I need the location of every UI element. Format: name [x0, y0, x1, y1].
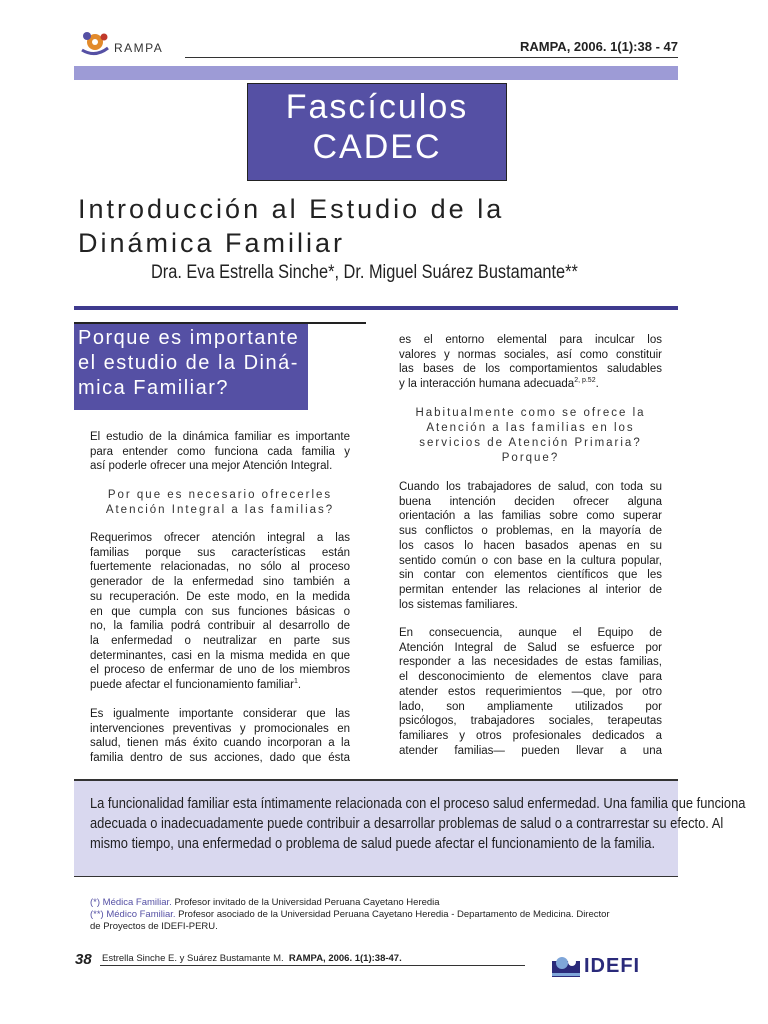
- right-subheading: [399, 406, 662, 466]
- footnote-ref: 2, p.52: [574, 377, 596, 385]
- text-line: es el entorno elemental para inculcar los: [399, 334, 662, 346]
- footer-journal: RAMPA, 2006. 1(1):38-47.: [288, 953, 402, 964]
- subheading-line: Porque?: [501, 452, 560, 464]
- callout-line: mismo tiempo, una enfermedad o problema de salud puede afectar el funcionamiento de la familia.: [90, 835, 656, 852]
- text-line: el proceso de enfermar de uno de los miembros: [90, 664, 350, 677]
- title-rule: [74, 306, 678, 310]
- text-line: Cuando los trabajadores de salud, con toda su: [399, 481, 662, 493]
- text-line: el desconocimiento de elementos clave para: [399, 671, 662, 684]
- article-title-line2: Dinámica Familiar: [78, 228, 346, 258]
- text-line: atender estos requerimientos —que, por otro: [399, 685, 662, 698]
- text-line: psicólogos, trabajadores sociales, terapeutas: [399, 715, 662, 728]
- rampa-logo-icon: [78, 28, 114, 62]
- text-line: permitan entender las relaciones al interior de: [399, 583, 662, 596]
- right-paragraph-1: [399, 333, 662, 392]
- left-subheading: [90, 488, 350, 518]
- header-citation: RAMPA, 2006. 1(1):38 - 47: [520, 39, 678, 54]
- text-line: lado, son ampliamente utilizados por: [399, 700, 662, 713]
- page-number: 38: [75, 951, 92, 968]
- section-heading-line: mica Familiar?: [78, 377, 230, 399]
- section-heading-line: Porque es importante: [78, 327, 300, 349]
- footnote-text: Profesor invitado de la Universidad Peruana Cayetano Heredia: [171, 897, 440, 908]
- text-line: para entender como funciona cada familia y: [90, 445, 350, 458]
- article-title: [78, 192, 698, 260]
- left-paragraph-1: [90, 430, 350, 474]
- text-line: determinantes, casi en la misma medida en que: [90, 649, 350, 662]
- subheading-line: Atención Integral a las familias?: [105, 504, 335, 516]
- footer-authors: Estrella Sinche E. y Suárez Bustamante M.: [102, 953, 284, 964]
- right-paragraph-2: [399, 480, 662, 612]
- text-line: los sistemas familiares.: [399, 598, 518, 611]
- text-line: Atención Integral de Salud se esfuerce por: [399, 641, 662, 654]
- idefi-logo: [550, 953, 646, 981]
- rampa-logo-text: RAMPA: [114, 41, 164, 55]
- series-banner-line1: Fascículos: [285, 88, 469, 126]
- article-authors: Dra. Eva Estrella Sinche*, Dr. Miguel Suárez Bustamante**: [151, 262, 578, 283]
- footnote-role: (**) Médico Familiar.: [90, 909, 176, 920]
- text-line: no, la familia podrá contribuir al desarrollo de: [90, 620, 350, 633]
- subheading-line: Atención a las familias en los: [426, 422, 635, 434]
- article-title-line1: Introducción al Estudio de la: [78, 194, 505, 224]
- text-line: responder a las necesidades de estas familias,: [399, 656, 662, 669]
- section-heading-box: [74, 324, 308, 410]
- text-line: Es igualmente importante considerar que las: [90, 708, 350, 720]
- callout-line: adecuada o inadecuadamente puede contribuir a desarrollar problemas de salud o a contrarrestar su efecto. Al: [90, 815, 724, 832]
- footnote-2: [90, 909, 680, 921]
- text-line: sin contar con elementos científicos que les: [399, 569, 662, 582]
- footer-rule: [100, 965, 525, 966]
- header-rule: [185, 57, 678, 58]
- text-fragment: y la interacción humana adecuada: [399, 378, 575, 391]
- idefi-logo-text: IDEFI: [584, 955, 641, 977]
- subheading-line: Habitualmente como se ofrece la: [415, 407, 646, 419]
- text-line: buena intención deciden ofrecer alguna: [399, 495, 662, 508]
- text-line: los casos lo hacen basados apenas en su: [399, 539, 662, 552]
- left-paragraph-3: [90, 707, 350, 766]
- section-heading-line: el estudio de la Diná-: [78, 352, 299, 374]
- series-banner-line2: CADEC: [312, 128, 442, 166]
- text-line: En consecuencia, aunque el Equipo de: [399, 627, 662, 639]
- text-line: Requerimos ofrecer atención integral a las: [90, 532, 350, 544]
- text-line: en que cumpla con sus funciones básicas o: [90, 605, 350, 618]
- idefi-logo-icon: [550, 953, 584, 981]
- footnote-2-continued: de Proyectos de IDEFI-PERU.: [90, 921, 218, 932]
- footnote-1: [90, 897, 680, 909]
- text-line: sus conflictos o problemas, en la mayoría de: [399, 525, 662, 538]
- text-line: orientación a las familias sobre como superar: [399, 510, 662, 523]
- text-line: y la interacción humana adecuada$^{2, p.52}$.: [399, 377, 599, 391]
- text-line: intervenciones preventivas y promocionales en: [90, 722, 350, 735]
- text-line: fuertemente relacionadas, no sólo al proceso: [90, 561, 350, 574]
- left-paragraph-2: [90, 531, 350, 693]
- text-line: atender familias— pueden llevar a una: [399, 744, 662, 757]
- callout-line: La funcionalidad familiar esta íntimamente relacionada con el proceso salud enfermedad. Una familia que funciona: [90, 795, 746, 812]
- text-line: El estudio de la dinámica familiar es importante: [90, 431, 350, 443]
- text-line: salud, tienen más éxito cuando incorporan a la: [90, 737, 350, 750]
- text-line: valores y normas sociales, así como constituir: [399, 348, 662, 361]
- right-paragraph-3: [399, 626, 662, 758]
- text-line: la enfermedad o neutralizar en parte sus: [90, 634, 350, 647]
- text-line: familiares y otros profesionales dedicados a: [399, 729, 662, 742]
- text-fragment: puede afectar el funcionamiento familiar: [90, 679, 294, 692]
- series-banner: [247, 83, 507, 181]
- footnote-text: Profesor asociado de la Universidad Peruana Cayetano Heredia - Departamento de Medicina. Director: [175, 909, 610, 920]
- subheading-line: servicios de Atención Primaria?: [419, 437, 642, 449]
- footer-citation: [102, 953, 402, 964]
- text-line: así poderle ofrecer una mejor Atención Integral.: [90, 460, 333, 473]
- text-line: su recuperación. De este modo, en la medida: [90, 590, 350, 603]
- text-line: puede afectar el funcionamiento familiar$^1$.: [90, 678, 302, 692]
- text-line: sentido común o con base en la cultura popular,: [399, 554, 662, 567]
- text-line: familias porque sus características están: [90, 546, 350, 559]
- text-line: las bases de los comportamientos saludables: [399, 363, 662, 376]
- footnotes: [90, 897, 680, 933]
- text-line: familia dentro de sus acciones, dado que ésta: [90, 752, 350, 765]
- footnote-role: (*) Médica Familiar.: [90, 897, 172, 908]
- subheading-line: Por que es necesario ofrecerles: [107, 489, 333, 501]
- header-band: [74, 66, 678, 80]
- callout-bottom-rule: [74, 876, 678, 877]
- rampa-logo: [78, 28, 178, 62]
- text-line: generador de la enfermedad sino también a: [90, 576, 350, 589]
- callout-text: [90, 794, 746, 854]
- footnote-ref: 1: [293, 678, 298, 686]
